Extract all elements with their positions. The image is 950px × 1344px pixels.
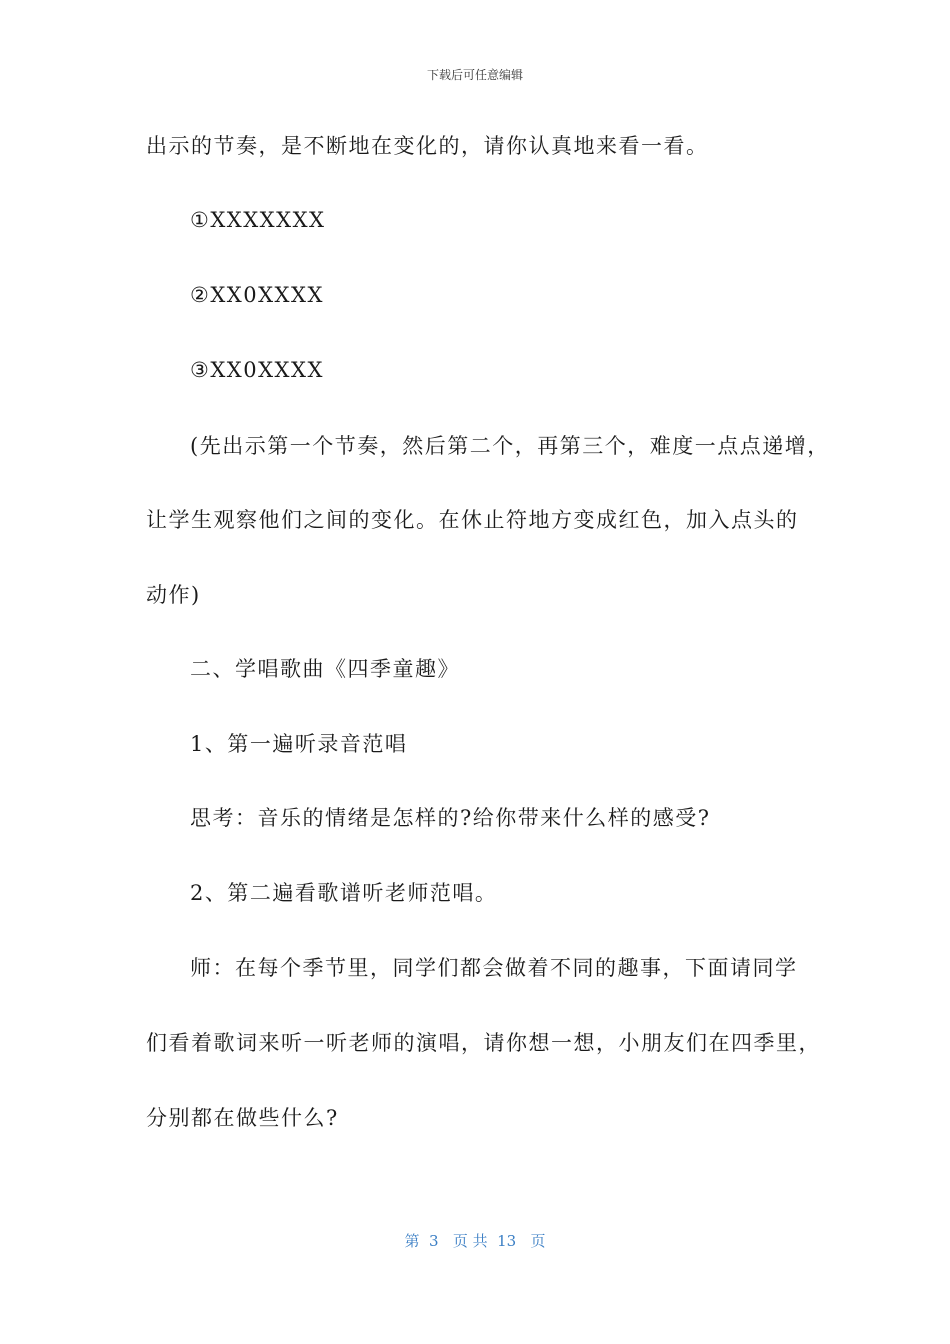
- rhythm-line-1: ①XXXXXXX: [190, 208, 326, 232]
- rhythm-line-2: ②XX0XXXX: [190, 283, 324, 307]
- body-line-5: (先出示第一个节奏，然后第二个，再第三个，难度一点点递增，: [190, 434, 830, 458]
- section-heading: 二、学唱歌曲《四季童趣》: [190, 657, 460, 681]
- rhythm-line-3: ③XX0XXXX: [190, 358, 324, 382]
- step-two: 2、第二遍看歌谱听老师范唱。: [190, 881, 498, 905]
- page-footer: 第 3 页 共 13 页: [404, 1232, 546, 1250]
- teacher-line-1: 师：在每个季节里，同学们都会做着不同的趣事，下面请同学: [190, 956, 798, 980]
- body-line-6: 让学生观察他们之间的变化。在休止符地方变成红色，加入点头的: [146, 508, 799, 532]
- body-line-1: 出示的节奏，是不断地在变化的，请你认真地来看一看。: [146, 134, 709, 158]
- teacher-line-2: 们看着歌词来听一听老师的演唱，请你想一想，小朋友们在四季里，: [146, 1031, 821, 1055]
- think-question: 思考：音乐的情绪是怎样的?给你带来什么样的感受?: [190, 806, 711, 830]
- header-note: 下载后可任意编辑: [426, 68, 523, 82]
- teacher-line-3: 分别都在做些什么?: [146, 1106, 339, 1130]
- step-one: 1、第一遍听录音范唱: [190, 732, 408, 756]
- body-line-7: 动作): [146, 583, 201, 607]
